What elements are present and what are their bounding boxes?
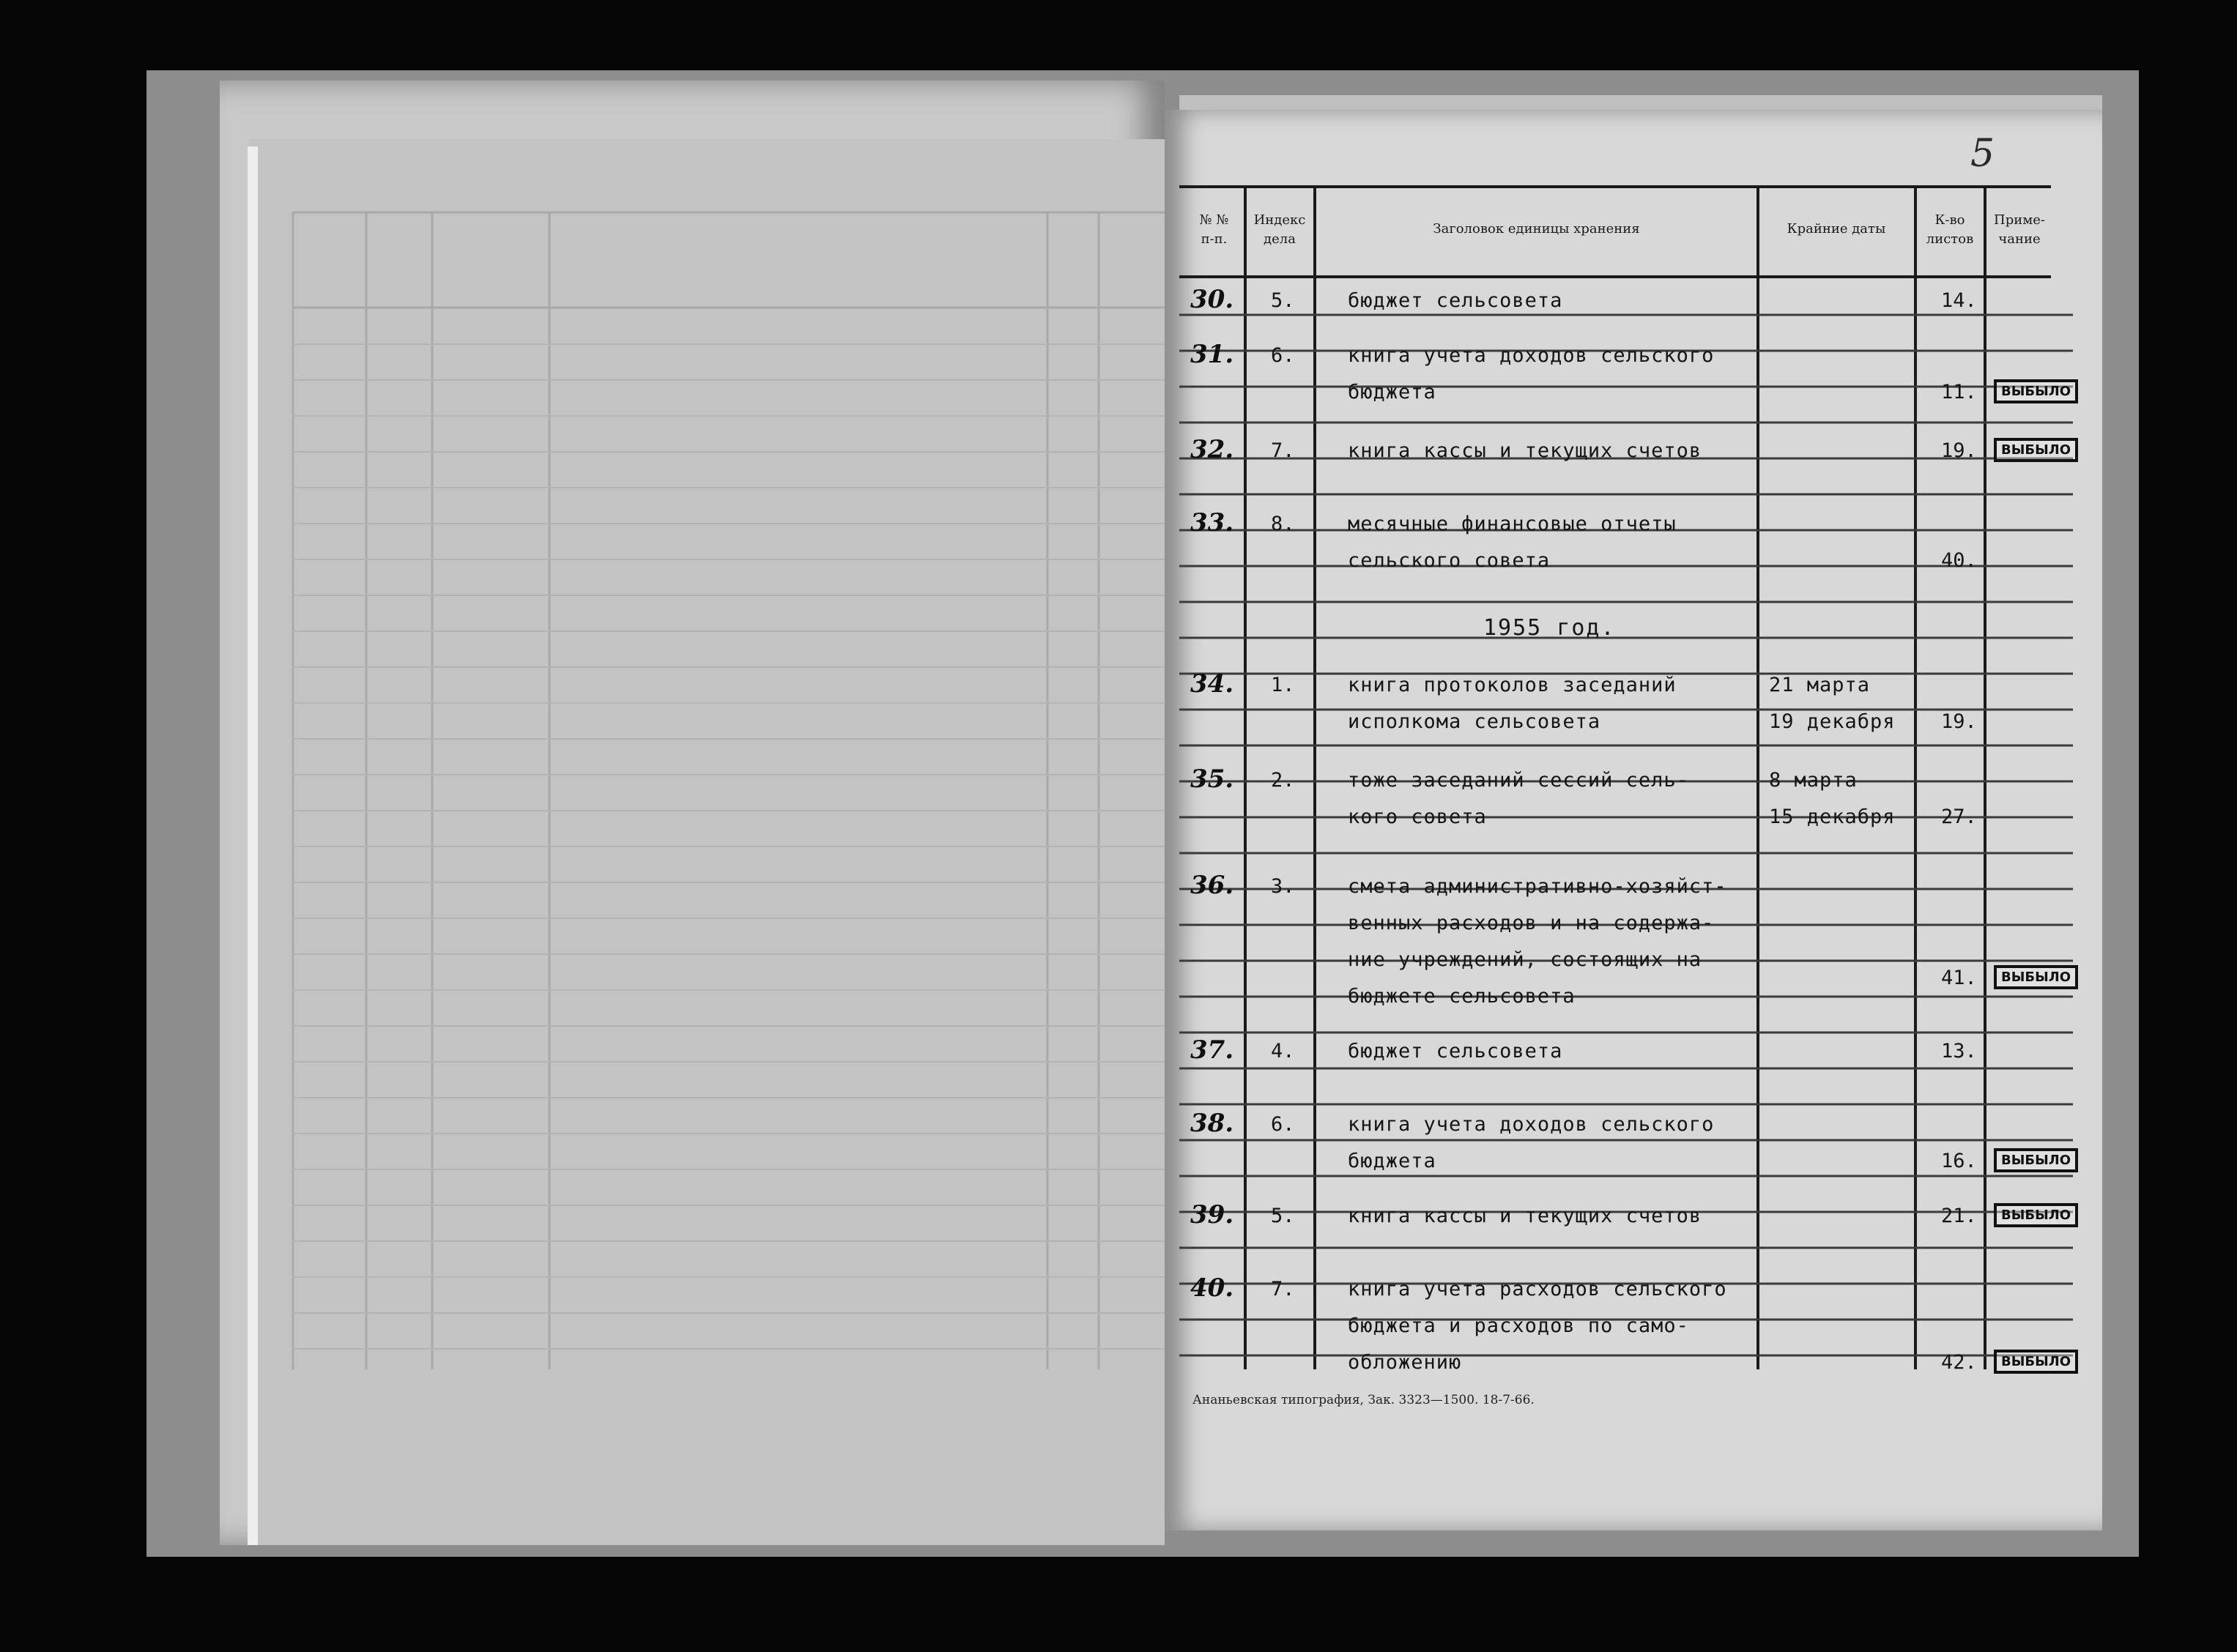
header-title-label: Заголовок единицы хранения: [1433, 221, 1640, 237]
header-note: [1986, 211, 2052, 249]
row-sheet-count: 42.: [1941, 1351, 1977, 1374]
header-sheets-label: К-во листов: [1926, 212, 1974, 247]
year-heading: 1955 год.: [1483, 615, 1616, 641]
header-note-label: Приме- чание: [1994, 212, 2045, 247]
row-index: 2.: [1271, 769, 1295, 792]
row-number: 40.: [1190, 1273, 1234, 1303]
row-title-line: бюджета: [1348, 1150, 1436, 1172]
withdrawn-stamp: ВЫБЫЛО: [1994, 379, 2078, 403]
row-number: 38.: [1190, 1109, 1234, 1138]
withdrawn-stamp: ВЫБЫЛО: [1994, 1350, 2078, 1374]
row-title-line: смета административно-хозяйст-: [1348, 875, 1727, 898]
row-sheet-count: 16.: [1941, 1150, 1977, 1172]
row-number: 34.: [1190, 669, 1234, 699]
row-index: 7.: [1271, 1278, 1295, 1301]
row-sheet-count: 19.: [1941, 439, 1977, 462]
row-title-line: исполкома сельсовета: [1348, 710, 1601, 733]
row-title-line: книга учета расходов сельского: [1348, 1278, 1727, 1301]
row-title-line: бюджета: [1348, 381, 1436, 403]
row-title-line: бюджете сельсовета: [1348, 985, 1576, 1008]
row-index: 3.: [1271, 875, 1295, 898]
row-number: 39.: [1190, 1200, 1234, 1229]
header-number: [1187, 211, 1242, 249]
row-date: 8 марта: [1769, 769, 1858, 792]
row-index: 7.: [1271, 439, 1295, 462]
row-number: 36.: [1190, 871, 1234, 900]
header-number-label: № № п-п.: [1199, 212, 1229, 247]
row-title-line: книга кассы и текущих счетов: [1348, 1205, 1702, 1227]
row-title-line: сельского совета: [1348, 549, 1551, 572]
header-dates-label: Крайние даты: [1787, 221, 1886, 237]
row-title-line: книга учета доходов сельского: [1348, 1113, 1715, 1136]
row-title-line: месячные финансовые отчеты: [1348, 513, 1677, 535]
row-title-line: книга кассы и текущих счетов: [1348, 439, 1702, 462]
row-title-line: венных расходов и на содержа-: [1348, 912, 1715, 934]
withdrawn-stamp: ВЫБЫЛО: [1994, 438, 2078, 462]
row-title-line: книга учета доходов сельского: [1348, 344, 1715, 367]
row-index: 6.: [1271, 344, 1295, 367]
row-title-line: тоже заседаний сессий сель-: [1348, 769, 1689, 792]
row-sheet-count: 19.: [1941, 710, 1977, 733]
row-number: 37.: [1190, 1035, 1234, 1065]
row-sheet-count: 40.: [1941, 549, 1977, 572]
withdrawn-stamp: ВЫБЫЛО: [1994, 1148, 2078, 1172]
row-sheet-count: 21.: [1941, 1205, 1977, 1227]
row-number: 32.: [1190, 435, 1234, 464]
row-date: 21 марта: [1769, 674, 1871, 696]
row-index: 4.: [1271, 1040, 1295, 1063]
row-date: 19 декабря: [1769, 710, 1896, 733]
row-title-line: обложению: [1348, 1351, 1462, 1374]
row-sheet-count: 27.: [1941, 805, 1977, 828]
row-title-line: книга протоколов заседаний: [1348, 674, 1677, 696]
row-sheet-count: 11.: [1941, 381, 1977, 403]
row-title-line: кого совета: [1348, 805, 1487, 828]
header-index-label: Индекс дела: [1253, 212, 1306, 247]
page-number: 5: [1970, 132, 1995, 176]
withdrawn-stamp: ВЫБЫЛО: [1994, 1203, 2078, 1227]
header-dates: [1759, 220, 1913, 239]
row-index: 6.: [1271, 1113, 1295, 1136]
row-index: 5.: [1271, 289, 1295, 312]
row-number: 35.: [1190, 764, 1234, 794]
header-title: [1318, 220, 1754, 239]
row-sheet-count: 41.: [1941, 967, 1977, 989]
row-sheet-count: 13.: [1941, 1040, 1977, 1063]
row-index: 8.: [1271, 513, 1295, 535]
printer-imprint: Ананьевская типография, Зак. 3323—1500. 18-7-66.: [1192, 1393, 1535, 1407]
row-title-line: бюджета и расходов по само-: [1348, 1314, 1689, 1337]
header-sheets: [1917, 211, 1983, 249]
row-sheet-count: 14.: [1941, 289, 1977, 312]
withdrawn-stamp: ВЫБЫЛО: [1994, 965, 2078, 989]
row-title-line: бюджет сельсовета: [1348, 1040, 1563, 1063]
row-index: 5.: [1271, 1205, 1295, 1227]
row-title-line: ние учреждений, состоящих на: [1348, 948, 1702, 971]
row-number: 30.: [1190, 285, 1234, 314]
row-index: 1.: [1271, 674, 1295, 696]
header-index: [1247, 211, 1313, 249]
row-date: 15 декабря: [1769, 805, 1896, 828]
row-title-line: бюджет сельсовета: [1348, 289, 1563, 312]
row-number: 31.: [1190, 340, 1234, 369]
row-number: 33.: [1190, 508, 1234, 537]
